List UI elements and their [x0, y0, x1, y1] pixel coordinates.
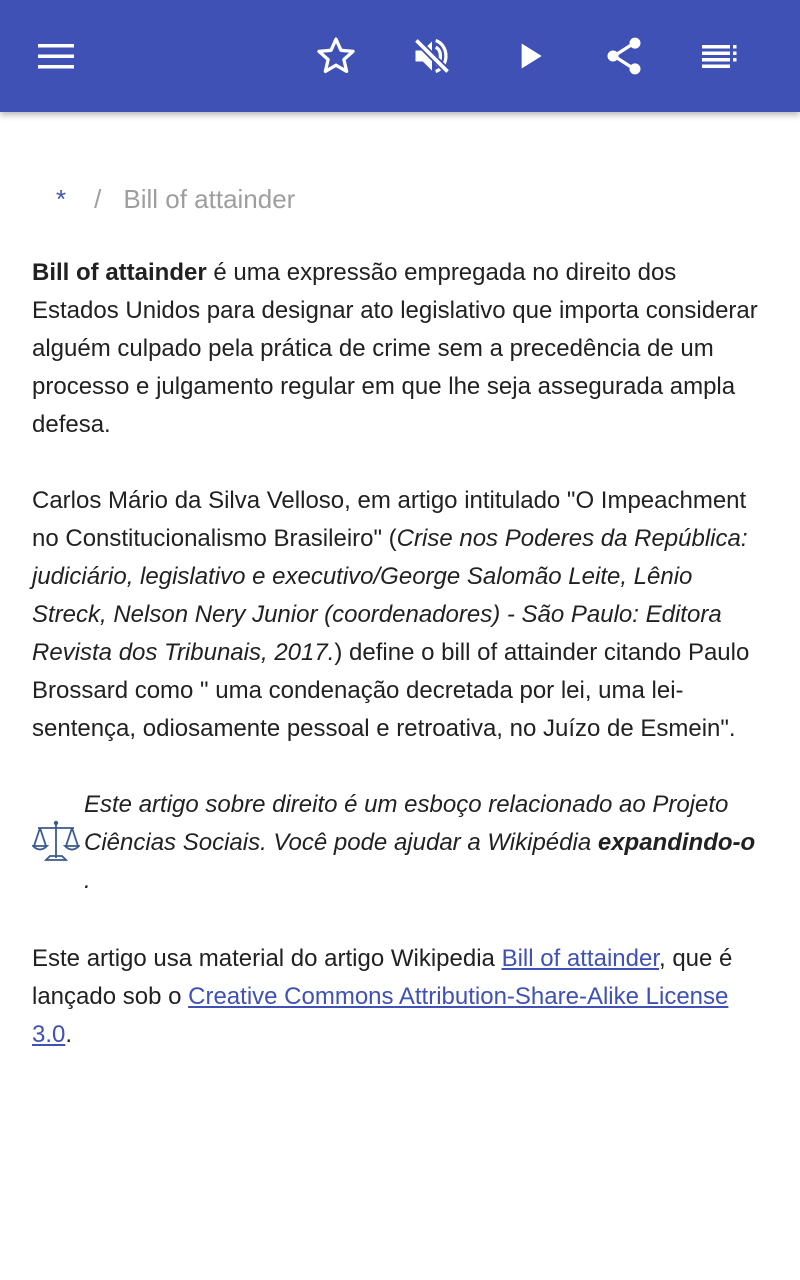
- volume-off-icon: [410, 34, 454, 78]
- share-button[interactable]: [592, 24, 656, 88]
- intro-text: é uma expressão empregada no direito dos Estados Unidos para designar ato legislativo que importa considerar alguém culpado pela prática de crime sem a precedência de um processo e julgamento regular em que lhe seja assegurada ampla defesa.: [32, 259, 758, 438]
- attribution-end-text: .: [65, 1021, 73, 1048]
- stub-body-text: Este artigo sobre direito é um esboço relacionado ao Projeto Ciências Sociais. Você pode ajudar a Wikipédia: [84, 791, 729, 856]
- stub-text: [84, 786, 768, 900]
- attribution-middle-text: , que é lançado sob o: [32, 945, 733, 1010]
- app-toolbar: [0, 0, 800, 112]
- license-link[interactable]: Creative Commons Attribution-Share-Alike License 3.0: [32, 983, 729, 1048]
- breadcrumb: [32, 180, 768, 218]
- star-outline-icon: [314, 34, 358, 78]
- article-content: [32, 112, 768, 1054]
- menu-button[interactable]: [24, 24, 88, 88]
- breadcrumb-root-link[interactable]: *: [56, 184, 67, 214]
- p2-end-text: ) define o bill of attainder citando Paulo Brossard como " uma condenação decretada por lei, uma lei-sentença, odiosamente pessoal e retroativa, no Juízo de Esmein".: [32, 639, 750, 742]
- stub-expand-link[interactable]: expandindo-o: [597, 829, 756, 856]
- bookmark-star-button[interactable]: [304, 24, 368, 88]
- attribution-paragraph: [32, 940, 768, 1054]
- play-icon: [510, 36, 550, 76]
- wikipedia-article-link[interactable]: Bill of attainder: [501, 945, 659, 972]
- table-of-contents-button[interactable]: [688, 24, 752, 88]
- share-icon: [602, 34, 646, 78]
- stub-icon-wrap: [32, 786, 84, 878]
- p2-start-text: Carlos Mário da Silva Velloso, em artigo intitulado "O Impeachment no Constitucionalismo Brasileiro" (: [32, 487, 747, 552]
- stub-end-text: .: [84, 867, 91, 894]
- stub-notice: [32, 786, 768, 900]
- article-title-bold: Bill of attainder: [32, 259, 207, 286]
- breadcrumb-separator: /: [94, 184, 102, 214]
- scales-of-justice-icon: [32, 818, 80, 866]
- breadcrumb-current: Bill of attainder: [123, 184, 296, 214]
- article-intro-paragraph: [32, 254, 768, 444]
- article-second-paragraph: [32, 482, 768, 748]
- hamburger-menu-icon: [36, 36, 76, 76]
- p2-citation-italic: Crise nos Poderes da República: judiciário, legislativo e executivo/George Salomão Leite, Lênio Streck, Nelson Nery Junior (coordenadores) - São Paulo: Editora Revista dos Tribunais, 2017.: [32, 525, 748, 666]
- mute-button[interactable]: [400, 24, 464, 88]
- attribution-start-text: Este artigo usa material do artigo Wikipedia: [32, 945, 502, 972]
- table-of-contents-icon: [700, 36, 740, 76]
- play-button[interactable]: [498, 24, 562, 88]
